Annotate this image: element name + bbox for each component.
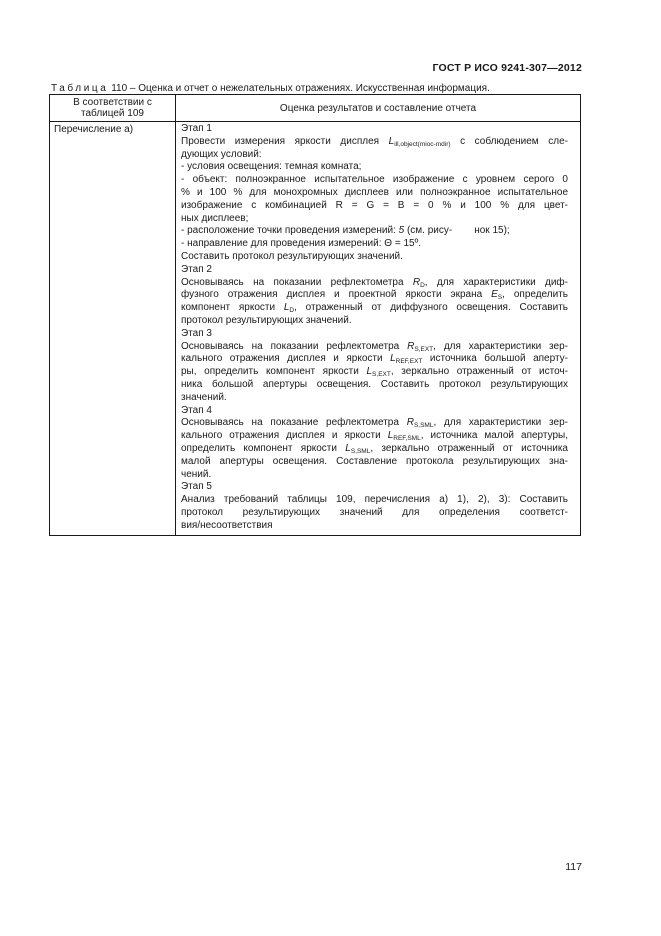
stage4-title: Этап 4	[181, 404, 212, 416]
stage2-line: протокол результирующих значений.	[181, 314, 352, 326]
stage4-line: определить компонент яркости $L_{S,SML}$, зеркально отраженный от источника	[181, 442, 568, 455]
stage3-line: кального отражения дисплея и яркости $L_{REF,EXT}$ источника большой аперту-	[181, 353, 568, 366]
evaluation-table	[49, 94, 581, 536]
stage3-title: Этап 3	[181, 327, 212, 339]
stage5-line: протокол результирующих значений для определения соответст-	[181, 506, 568, 518]
stage1-line: - объект: полноэкранное испытательное изображение с уровнем серого 0	[181, 174, 568, 186]
table-row	[50, 122, 581, 536]
stage1-line: % и 100 % для монохромных дисплеев или полноэкранное испытательное	[181, 186, 568, 198]
stage5-line: Анализ требований таблицы 109, перечисления а) 1), 2), 3): Составить	[181, 494, 568, 506]
stage4-line: чений.	[181, 468, 212, 480]
stage3-line: ры, определить компонент яркости $L_{S,EXT}$, зеркально отраженный от источ-	[181, 366, 568, 379]
page-number: 117	[565, 861, 582, 873]
stage1-line: - условия освещения: темная комната;	[181, 161, 362, 173]
stage4-line: малой апертуры освещения. Составление протокола результирующих зна-	[181, 455, 568, 467]
col1-header: В соответствии с таблицей 109	[50, 95, 176, 122]
stage2-line: фузного отражения дисплея и проектной яркости экрана $E_S$, определить	[181, 289, 568, 302]
stage1-title: Этап 1	[181, 123, 212, 134]
stage1-line: ных дисплеев;	[181, 212, 249, 224]
stage3-line: ника большой апертуры освещения. Составить протокол результирующих	[181, 378, 568, 390]
document-standard-header: ГОСТ Р ИСО 9241-307—2012	[432, 62, 582, 74]
table-caption-word: Таблица	[51, 83, 109, 94]
stage1-line: дующих условий:	[181, 148, 262, 160]
stage5-title: Этап 5	[181, 481, 212, 493]
table-caption	[51, 83, 591, 94]
stage2-title: Этап 2	[181, 263, 212, 275]
stage1-line: Составить протокол результирующих значений.	[181, 250, 403, 262]
stage1-line: Провести измерения яркости дисплея $L_{ill,object(mioc-mdir)}$ с соблюдением сле-	[181, 135, 568, 148]
stage1-line: - направление для проведения измерений: Θ = 15º.	[181, 238, 422, 250]
stage2-line: компонент яркости $L_D$, отраженный от диффузного освещения. Составить	[181, 302, 568, 315]
stage5-line: вия/несоответствия	[181, 519, 273, 531]
stage4-line: Основываясь на показание рефлектометра $R_{S,SML}$, для характеристики зер-	[181, 417, 568, 430]
row-label: Перечисление а)	[50, 122, 176, 536]
stage1-line: изображение с комбинацией R = G = B = 0 % и 100 % для цвет-	[181, 199, 569, 211]
stage4-line: кального отражения дисплея и яркости $L_{REF,SML}$, источника малой апертуры,	[181, 430, 568, 443]
table-header-row	[50, 95, 581, 122]
table-caption-text: 110 – Оценка и отчет о нежелательных отражениях. Искусственная информация.	[108, 83, 490, 94]
stage3-line: Основываясь на показании рефлектометра $R_{S,EXT}$, для характеристики зер-	[181, 340, 568, 353]
stage3-line: значений.	[181, 391, 227, 403]
stage1-line: - расположение точки проведения измерений: 5 (см. рису- нок 15);	[181, 225, 510, 237]
col2-header: Оценка результатов и составление отчета	[176, 95, 581, 122]
evaluation-cell	[176, 122, 581, 536]
stage2-line: Основываясь на показании рефлектометра $R_D$, для характеристики диф-	[181, 276, 568, 289]
